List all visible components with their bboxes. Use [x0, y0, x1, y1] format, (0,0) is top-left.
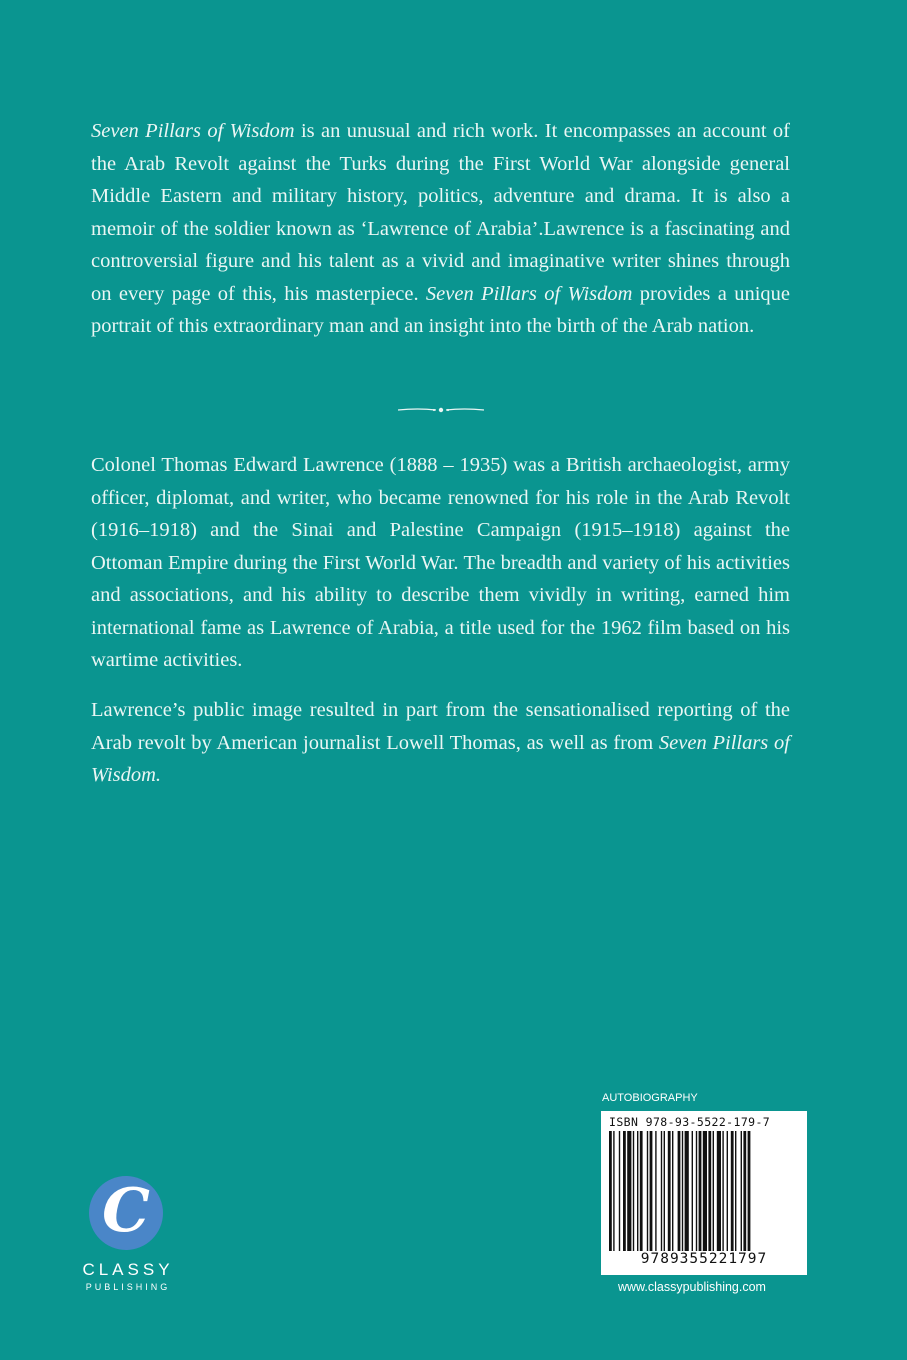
publisher-website: www.classypublishing.com [618, 1280, 766, 1294]
author-bio-paragraph: Colonel Thomas Edward Lawrence (1888 – 1935) was a British archaeologist, army officer, diplomat, and writer, who became renowned for his role in the Arab Revolt (1916–1918) and the Sinai and Palestine Campaign (1915–1918) against the Ottoman Empire during the First World War. The breadth and variety of his activities and associations, and his ability to describe them vividly in writing, earned him international fame as Lawrence of Arabia, a title used for the 1962 film based on his wartime activities. [91, 454, 790, 671]
barcode-icon [607, 1131, 801, 1259]
blurb-text: Lawrence’s public image resulted in part from the sensationalised reporting of the Arab revolt by American journalist Lowell Thomas, as well as from [91, 699, 790, 754]
category-label: AUTOBIOGRAPHY [602, 1092, 698, 1104]
publisher-name: CLASSY [82, 1260, 174, 1279]
blurb-text: provides a unique portrait of this extraordinary man and an insight into the birth of the Arab nation. [91, 282, 790, 337]
book-title: Seven Pillars of Wisdom [91, 120, 295, 142]
logo-letter: C [102, 1176, 150, 1246]
book-title: Seven Pillars of Wisdom [425, 282, 633, 305]
isbn-digits: 9789355221797 [605, 1251, 803, 1267]
book-title: Seven Pillars of Wisdom. [91, 731, 790, 786]
publisher-sub: PUBLISHING [85, 1282, 171, 1292]
isbn-label: ISBN 978-93-5522-179-7 [609, 1115, 771, 1129]
blurb-paragraph-1 [91, 115, 790, 343]
blurb-text: is an unusual and rich work. It encompasses an account of the Arab Revolt against the Turks during the First World War alongside general Middle Eastern and military history, politics, adventure and drama. It is also a memoir of the soldier known as ‘Lawrence of Arabia’.Lawrence is a fascinating and controversial figure and his talent as a vivid and imaginative writer shines through on every page of this, his masterpiece. [91, 120, 790, 305]
ornament-divider-icon [398, 402, 484, 418]
isbn-barcode [601, 1111, 807, 1275]
blurb-paragraph-3 [91, 694, 790, 792]
logo-circle-icon [89, 1176, 163, 1250]
